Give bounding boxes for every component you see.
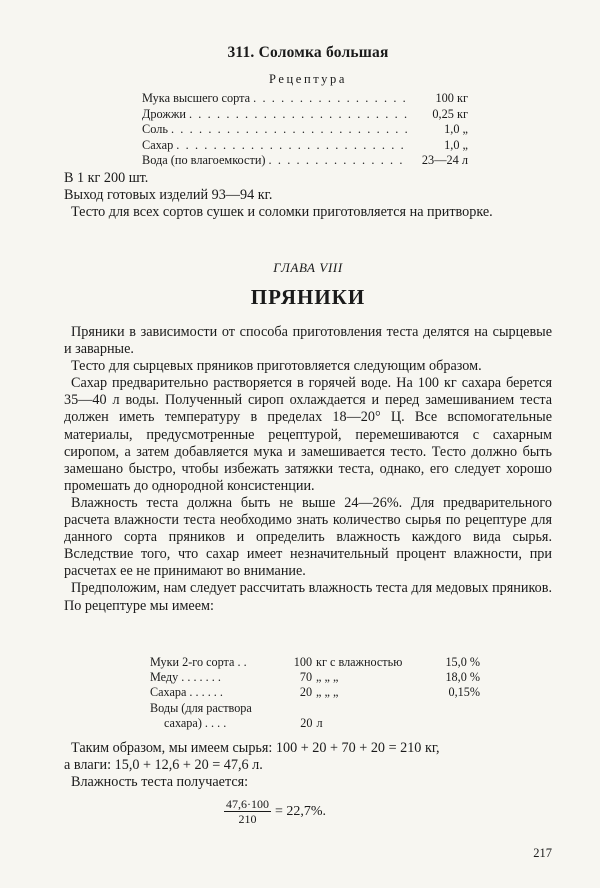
leader-dots: [171, 122, 407, 138]
fraction-denominator: 210: [238, 812, 257, 826]
ingredient-amount: 23—24 л: [421, 153, 468, 168]
leader-dots: [269, 153, 407, 169]
paragraph: Влажность теста должна быть не выше 24—26%. Для предварительного расчета влажности теста необходимо знать количество сырья по рецептуре для данного сорта пряников и определить влажность каждого вида сырья. Вследствие того, что сахар имеет незначительный процент влажности, при расчетах ее не принимают во внимание.: [64, 494, 552, 580]
material-qty: 20: [300, 715, 313, 730]
material-moisture: [418, 701, 480, 716]
material-unit: „ „ „: [316, 685, 339, 700]
leader-dots: [176, 138, 407, 154]
material-moisture: 0,15%: [448, 685, 480, 700]
page-number: 217: [533, 846, 552, 860]
note-yield: Выход готовых изделий 93—94 кг.: [64, 187, 273, 203]
ingredient-amount: 1,0 „: [444, 122, 468, 137]
ingredient-amount: 0,25 кг: [432, 106, 468, 121]
leader-dots: [253, 91, 407, 107]
fraction-numerator: 47,6·100: [226, 797, 269, 811]
paragraph: Предположим, нам следует рассчитать влажность теста для медовых пряников. По рецептуре мы имеем:: [64, 580, 552, 614]
summary-raw: Таким образом, мы имеем сырья: 100 + 20 + 70 + 20 = 210 кг,: [71, 740, 440, 756]
material-moisture: 15,0 %: [445, 655, 480, 669]
chapter-heading: ГЛАВА VIII: [273, 260, 343, 275]
ingredient-name: Мука высшего сорта: [142, 91, 251, 105]
moisture-row: [150, 716, 480, 731]
paragraph: Сахар предварительно растворяется в горячей воде. На 100 кг сахара берется 35—40 л воды. Полученный сироп охлаждается и перед замешиванием теста должен иметь температуру в пределах 18—20° Ц. Все вспомогательные материалы, предусмотренные рецептурой, перемешиваются с сахарным сиропом, а затем добавляется мука и замешивается тесто. Тесто должно быть замешано быстро, чтобы избежать затяжки теста, однако, его следует хорошо промешать до однородной консистенции.: [64, 375, 552, 494]
ingredient-name: Вода (по влагоемкости): [142, 153, 266, 168]
recipe-row: [142, 138, 468, 154]
moisture-row: [150, 670, 480, 685]
ingredient-name: Соль: [142, 122, 168, 137]
material-unit: л: [316, 715, 323, 730]
moisture-row: [150, 685, 480, 700]
material-unit: кг с влажностью: [316, 655, 403, 669]
moisture-table: [150, 655, 480, 731]
material-qty: 100: [293, 655, 313, 669]
recipe-row: [142, 122, 468, 138]
summary-moisture: а влаги: 15,0 + 12,6 + 20 = 47,6 л.: [64, 757, 263, 773]
material-name: Воды (для раствора: [150, 700, 252, 715]
recipe-table: [142, 91, 468, 169]
section-title: ПРЯНИКИ: [250, 285, 366, 309]
ingredient-amount: 100 кг: [435, 91, 468, 105]
material-name: Сахара . . . . . .: [150, 685, 223, 700]
material-moisture: 18,0 %: [445, 670, 480, 685]
ingredient-amount: 1,0 „: [444, 137, 468, 152]
ingredient-name: Сахар: [142, 137, 174, 152]
moisture-formula: [224, 797, 326, 826]
recipe-row: [142, 91, 468, 107]
recipe-title: 311. Соломка большая: [227, 44, 389, 61]
recipe-label: Рецептура: [268, 72, 347, 86]
moisture-row: [150, 701, 480, 716]
recipe-row: [142, 153, 468, 169]
leader-dots: [189, 107, 407, 123]
paragraph: Пряники в зависимости от способа приготовления теста делятся на сырцевые и заварные.: [64, 324, 552, 358]
material-unit: „ „ „: [316, 670, 339, 685]
moisture-row: [150, 655, 480, 670]
ingredient-name: Дрожжи: [142, 106, 186, 121]
material-moisture: [418, 716, 480, 731]
paragraph: Тесто для сырцевых пряников приготовляется следующим образом.: [71, 358, 482, 375]
note-count: В 1 кг 200 шт.: [64, 170, 149, 186]
material-qty: [271, 701, 316, 716]
note-dough: Тесто для всех сортов сушек и соломки приготовляется на притворке.: [71, 204, 493, 220]
body-text: [64, 324, 552, 615]
fraction: [224, 797, 271, 826]
material-name: Муки 2-го сорта . .: [150, 655, 247, 669]
material-qty: 70: [299, 670, 313, 685]
summary-result-label: Влажность теста получается:: [71, 774, 249, 790]
material-name: сахара) . . . .: [164, 715, 227, 730]
material-qty: 20: [299, 685, 313, 700]
formula-result: = 22,7%.: [275, 803, 327, 819]
recipe-row: [142, 107, 468, 123]
material-name: Меду . . . . . . .: [150, 670, 221, 685]
material-unit: [316, 701, 418, 716]
